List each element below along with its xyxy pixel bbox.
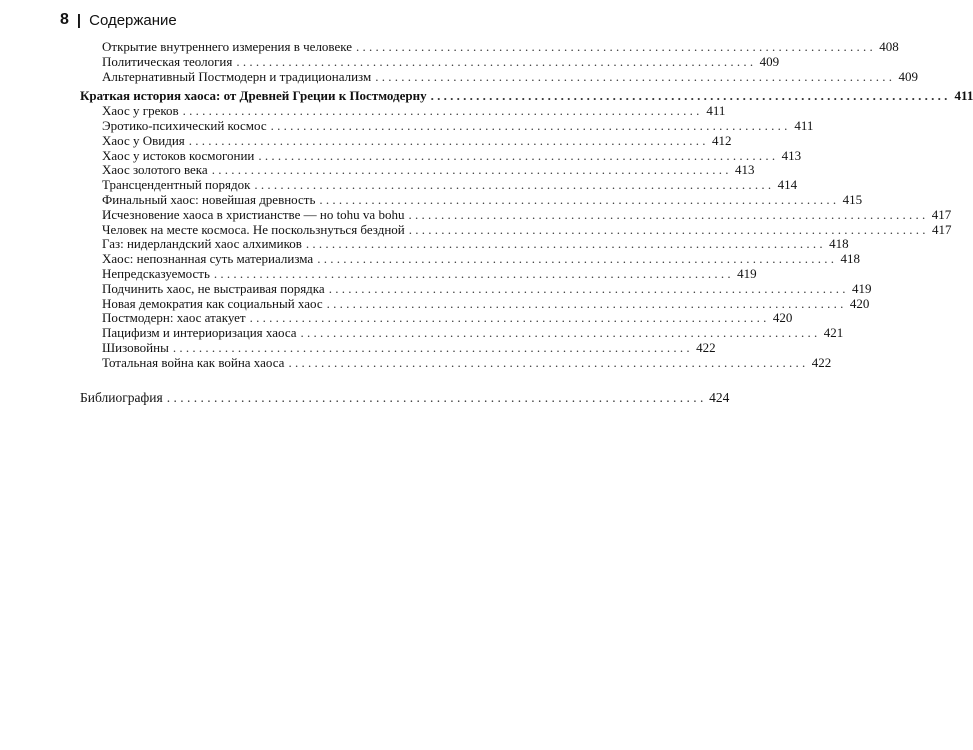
toc-entry-title: Новая демократия как социальный хаос [102,295,323,311]
toc-entry-page: 424 [709,389,730,405]
toc-entry [80,251,860,267]
toc-entry [80,177,798,193]
toc-entry-title: Библиография [80,389,163,405]
toc-entry-page: 411 [954,88,973,104]
toc-entry [80,117,814,134]
toc-entry [80,162,755,178]
toc-entry-page: 420 [849,295,870,311]
toc-entry [80,236,849,252]
toc-entry-title: Хаос у истоков космогонии [102,147,255,163]
dot-leader [173,341,690,356]
toc-entry-title: Альтернативный Постмодерн и традиционализм [102,68,372,84]
toc-entry-title: Трансцендентный порядок [102,177,251,193]
toc-entry-title: Подчинить хаос, не выстраивая порядка [102,280,325,296]
dot-leader [236,55,753,70]
dot-leader [258,149,775,164]
dot-leader [431,89,948,104]
toc-entry-page: 417 [931,206,952,222]
toc-entry-title: Непредсказуемость [102,265,210,281]
toc-entry-title: Исчезновение хаоса в христианстве — но tohu va bohu [102,206,405,222]
dot-leader [167,391,704,406]
dot-leader [356,40,873,55]
toc-entry-title: Человек на месте космоса. Не поскользнуться бездной [102,221,405,237]
toc-entry-page: 420 [772,310,793,326]
toc-entry [80,310,793,326]
toc-entry-title: Эротико-психический космос [102,117,267,133]
running-header [60,8,177,32]
toc-entry [80,295,870,312]
toc-entry-page: 412 [712,132,732,148]
dot-leader [254,178,771,193]
dot-leader [214,267,731,282]
dot-leader [327,297,844,312]
toc-entry-page: 419 [737,265,757,281]
toc-entry-page: 418 [840,251,860,267]
dot-leader [250,311,767,326]
toc-entry-page: 418 [829,236,849,252]
toc-entry-page: 411 [706,103,726,119]
dot-leader [288,356,805,371]
toc-entry-page: 409 [759,53,780,69]
toc-entry-title: Политическая теология [102,53,233,69]
toc-bibliography-entry [80,389,730,406]
toc-continued-group [80,39,918,84]
toc-entry-title: Финальный хаос: новейшая древность [102,191,316,207]
toc-entry-page: 422 [696,339,716,355]
toc-entry-title: Тотальная война как война хаоса [102,354,285,370]
toc-entry [80,354,832,371]
page-number: 8 [60,11,69,28]
dot-leader [212,163,729,178]
toc-entry-page: 419 [851,280,872,296]
dot-leader [329,282,846,297]
toc-entry-page: 409 [898,68,918,84]
dot-leader [408,208,925,223]
dot-leader [271,119,788,134]
dot-leader [375,70,892,85]
dot-leader [319,193,836,208]
toc-entry-title: Открытие внутреннего измерения в человеке [102,39,353,54]
toc-entry-title: Хаос у греков [102,103,179,119]
toc-entry [80,221,952,238]
toc-entry [80,132,732,149]
toc-entry-page: 414 [777,177,798,193]
toc-entry-page: 408 [879,39,899,54]
toc-entry [80,339,716,356]
toc-entry [80,191,863,208]
toc-sections-group [80,103,952,370]
toc-entry [80,280,872,297]
toc-entry-page: 421 [823,325,844,341]
toc-entry-page: 413 [734,162,755,178]
toc-entry [80,206,952,223]
dot-leader [301,326,818,341]
toc-entry [80,68,918,85]
header-separator: | [76,11,82,29]
toc-entry [80,147,802,164]
toc-entry-page: 415 [842,191,863,207]
toc-entry-page: 422 [811,354,832,370]
dot-leader [306,237,823,252]
toc-entry-title: Хаос золотого века [102,162,208,178]
toc-entry-title: Хаос у Овидия [102,132,185,148]
toc-entry-title: Хаос: непознанная суть материализма [102,251,314,267]
toc-entry-title: Шизовойны [102,339,169,355]
toc-entry [80,53,780,70]
toc-entry-page: 413 [781,147,802,163]
toc-entry-page: 411 [794,117,814,133]
toc-entry [80,265,757,282]
table-of-contents [80,39,973,405]
dot-leader [189,134,706,149]
section-title: Содержание [89,11,177,29]
toc-entry [80,103,726,119]
toc-entry-title: Пацифизм и интериоризация хаоса [102,325,297,341]
toc-entry [80,325,844,341]
dot-leader [409,223,926,238]
toc-chapter-entry [80,88,973,104]
toc-entry-title: Краткая история хаоса: от Древней Греции к Постмодерну [80,88,427,104]
toc-entry-title: Постмодерн: хаос атакует [102,310,246,326]
toc-entry [80,39,899,55]
toc-entry-title: Газ: нидерландский хаос алхимиков [102,236,302,252]
toc-entry-page: 417 [931,221,952,237]
dot-leader [183,104,700,119]
dot-leader [317,252,834,267]
